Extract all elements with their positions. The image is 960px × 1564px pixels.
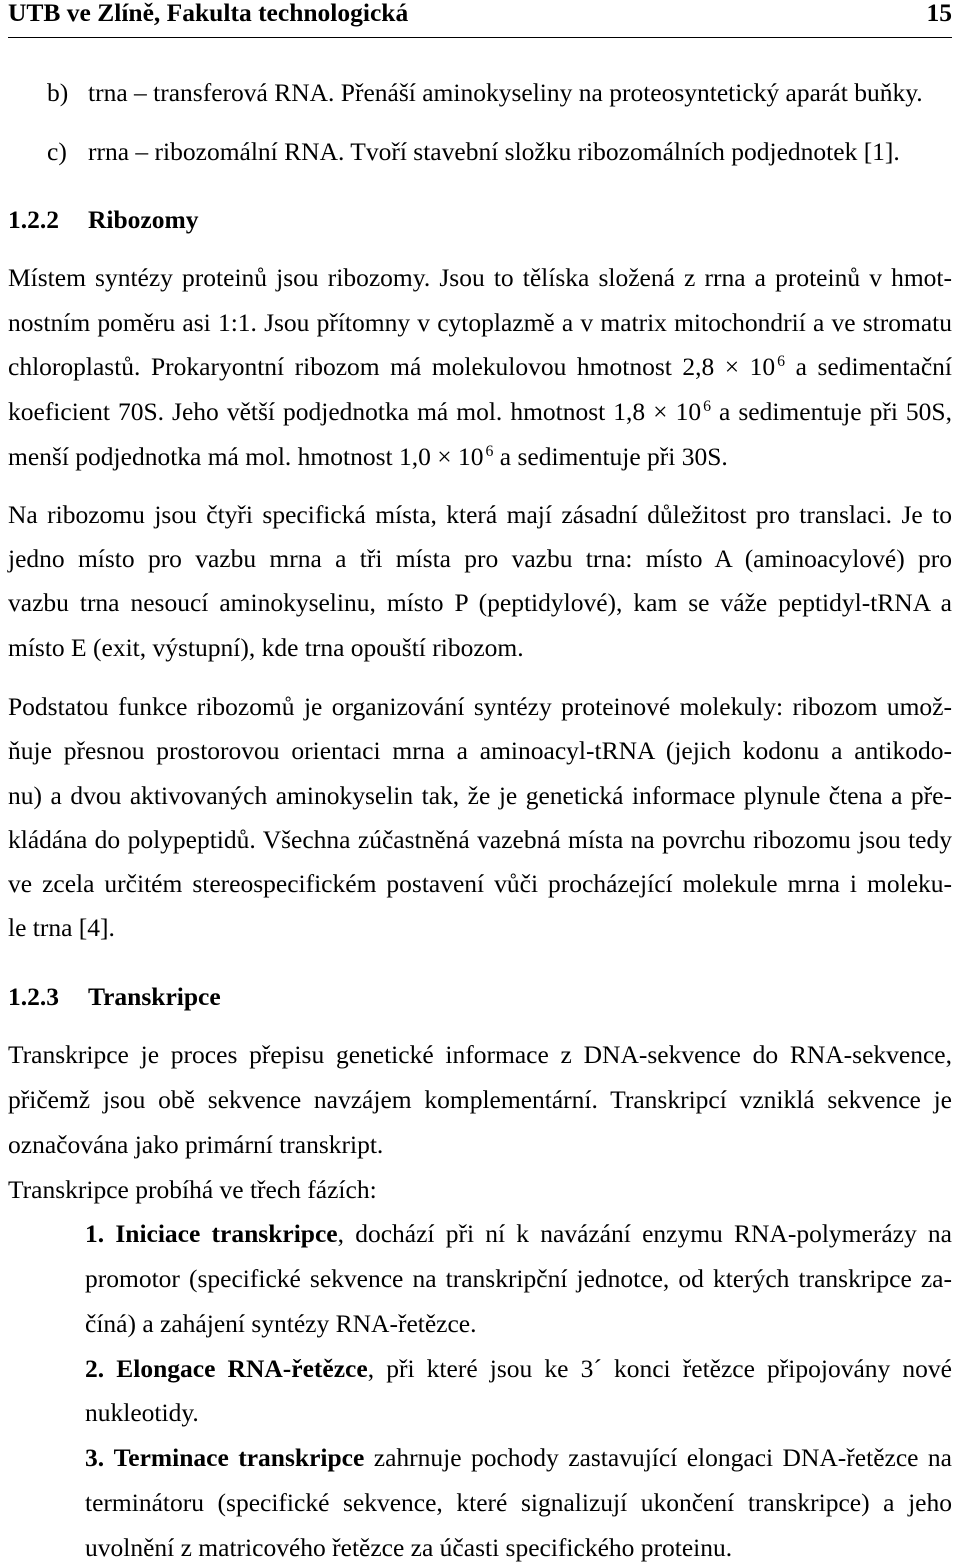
text-line: Podstatou funkce ribozomů je organizování syntézy proteinové molekuly: ribozom umož- [8, 692, 952, 721]
text-segment: a sedimentuje při 50S, [710, 397, 952, 426]
text-line: le trna [4]. [8, 913, 115, 942]
list-item-rrna [0, 139, 960, 165]
phase-term: Terminace transkripce [113, 1443, 365, 1472]
phase-item-elongation [85, 1356, 952, 1382]
list-marker: c) [47, 137, 67, 166]
text-line: Na ribozomu jsou čtyři specifická místa, která mají zásadní důležitost pro translaci. Je to [8, 500, 952, 529]
text-segment: a sedimentuje při 30S. [493, 442, 728, 471]
list-item-text: trna – transferová RNA. Přenáší aminokyseliny na proteosyntetický aparát buňky. [88, 78, 923, 107]
section-heading-ribozomy [0, 207, 960, 233]
phase-item-initiation [85, 1221, 952, 1247]
text-line: promotor (specifické sekvence na transkripční jednotce, od kterých transkripce za- [85, 1264, 952, 1293]
phase-item-termination [85, 1445, 952, 1471]
text-line: vazbu trna nesoucí aminokyselinu, místo P (peptidylové), kam se váže peptidyl-tRNA a [8, 588, 952, 617]
page-number: 15 [926, 0, 952, 27]
phase-marker: 2. [85, 1354, 105, 1383]
text-segment: chloroplastů. Prokaryontní ribozom má molekulovou hmotnost 2,8 × 10 [8, 352, 776, 381]
text-segment: a sedimentační [785, 352, 952, 381]
running-header [8, 0, 952, 26]
phase-term: Elongace RNA-řetězce [116, 1354, 368, 1383]
text-line: nu) a dvou aktivovaných aminokyselin tak, že je genetická informace plynule čtena a pře- [8, 781, 952, 810]
exponent: 6 [777, 352, 786, 370]
list-item-text: rrna – ribozomální RNA. Tvoří stavební složku ribozomálních podjednotek [1]. [88, 137, 900, 166]
text-line: terminátoru (specifické sekvence, které signalizují ukončení transkripce) a jeho [85, 1488, 952, 1517]
text-segment: , dochází při ní k navázání enzymu RNA-polymerázy na [337, 1219, 952, 1248]
text-line [8, 354, 952, 380]
exponent: 6 [703, 397, 711, 415]
section-title: Transkripce [88, 982, 221, 1011]
text-line: kládána do polypeptidů. Všechna zúčastněná vazebná místa na povrchu ribozomu jsou tedy [8, 825, 952, 854]
text-segment: koeficient 70S. Jeho větší podjednotka má mol. hmotnost 1,8 × 10 [8, 397, 702, 426]
exponent: 6 [485, 442, 494, 460]
text-line: označována jako primární transkript. [8, 1130, 384, 1159]
text-segment: , při které jsou ke 3´ konci řetězce připojovány nové [367, 1354, 952, 1383]
text-line: nostním poměru asi 1:1. Jsou přítomny v cytoplazmě a v matrix mitochondrií a ve stromatu [8, 308, 952, 337]
text-line [8, 399, 952, 425]
header-rule [8, 37, 952, 38]
section-number: 1.2.2 [8, 205, 59, 234]
phase-term: Iniciace transkripce [115, 1219, 338, 1248]
text-line: Transkripce je proces přepisu genetické informace z DNA-sekvence do RNA-sekvence, [8, 1040, 952, 1069]
list-marker: b) [47, 78, 69, 107]
text-line: ve zcela určitém stereospecifickém postavení vůči procházející molekule mrna i moleku- [8, 869, 952, 898]
text-line: přičemž jsou obě sekvence navzájem komplementární. Transkripcí vzniklá sekvence je [8, 1085, 952, 1114]
text-segment: zahrnuje pochody zastavující elongaci DNA-řetězce na [364, 1443, 952, 1472]
text-line: nukleotidy. [85, 1398, 199, 1427]
section-number: 1.2.3 [8, 982, 59, 1011]
list-item-trna [0, 80, 960, 106]
text-segment: menší podjednotka má mol. hmotnost 1,0 × 10 [8, 442, 484, 471]
text-line: jedno místo pro vazbu mrna a tři místa pro vazbu trna: místo A (aminoacylové) pro [8, 544, 952, 573]
section-title: Ribozomy [88, 205, 199, 234]
section-heading-transkripce [0, 984, 960, 1010]
header-title: UTB ve Zlíně, Fakulta technologická [8, 0, 409, 27]
phase-marker: 1. [85, 1219, 105, 1248]
text-line: místo E (exit, výstupní), kde trna opouští ribozom. [8, 633, 524, 662]
text-line [8, 444, 952, 470]
text-line: číná) a zahájení syntézy RNA-řetězce. [85, 1309, 477, 1338]
text-line: uvolnění z matricového řetězce za účasti specifického proteinu. [85, 1533, 733, 1562]
text-line: ňuje přesnou prostorovou orientaci mrna a aminoacyl-tRNA (jejich kodonu a antikodo- [8, 736, 952, 765]
phase-marker: 3. [85, 1443, 105, 1472]
phases-intro: Transkripce probíhá ve třech fázích: [8, 1175, 377, 1204]
text-line: Místem syntézy proteinů jsou ribozomy. Jsou to tělíska složená z rrna a proteinů v hmot- [8, 263, 952, 292]
